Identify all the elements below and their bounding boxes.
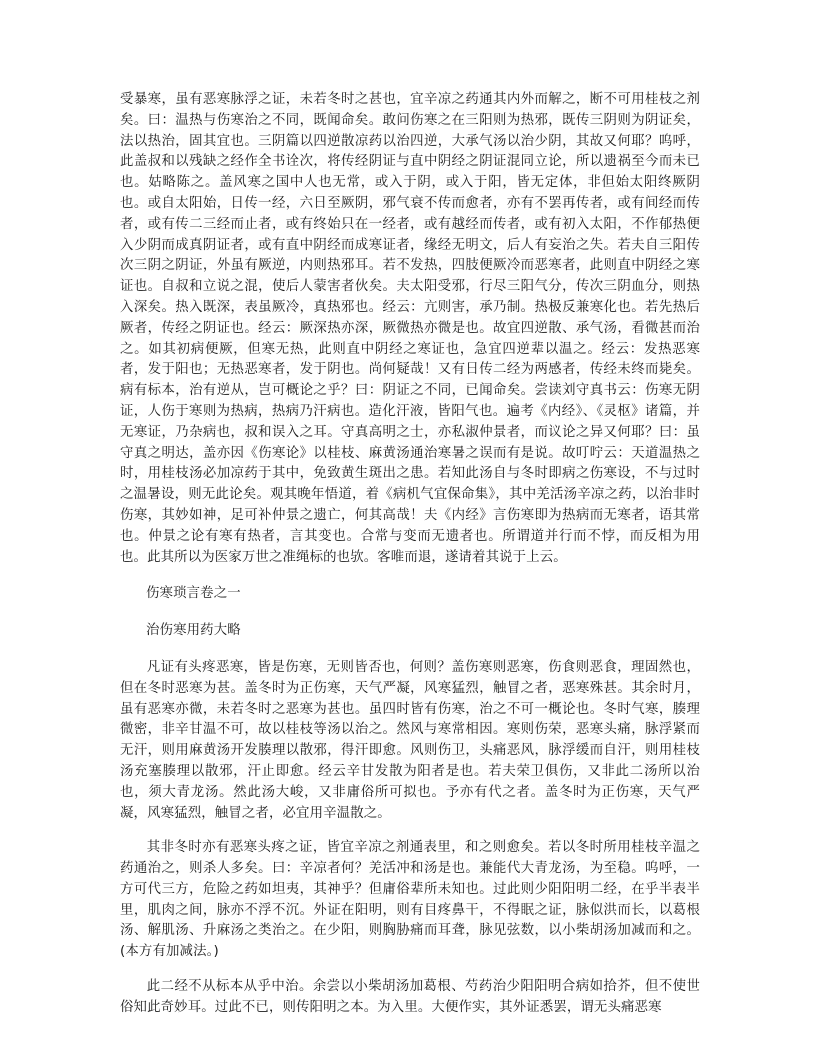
volume-heading: 伤寒琐言卷之一 — [146, 586, 241, 602]
spacer — [120, 605, 700, 621]
spacer — [120, 963, 700, 977]
spacer — [120, 568, 700, 584]
body-paragraph: 其非冬时亦有恶寒头疼之证，皆宜辛凉之剂通表里，和之则愈矣。若以冬时所用桂枝辛温之药通治之，则杀人多矣。曰：辛凉者何？羌活冲和汤是也。兼能代大青龙汤，为至稳。呜呼，一方可代三方，危险之药如坦夷，其神乎？但庸俗辈所未知也。过此则少阳阳明二经，在乎半表半里，肌肉之间，脉亦不浮不沉。外证在阳明，则有目疼鼻干，不得眠之证，脉似洪而长，以葛根汤、解肌汤、升麻汤之类治之。在少阳，则胸胁痛而耳聋，脉见弦数，以小柴胡汤加减而和之。(本方有加减法。) — [120, 840, 700, 960]
section-heading: 治伤寒用药大略 — [146, 623, 241, 639]
body-paragraph: 此二经不从标本从乎中治。余尝以小柴胡汤加葛根、芍药治少阳阳明合病如拾芥，但不使世俗知此奇妙耳。过此不已，则传阳明之本。为入里。大便作实，其外证悉罢，谓无头痛恶寒 — [120, 979, 700, 1015]
body-paragraph: 凡证有头疼恶寒，皆是伤寒，无则皆否也，何则？盖伤寒则恶寒，伤食则恶食，理固然也，但在冬时恶寒为甚。盖冬时为正伤寒，天气严凝，风寒猛烈，触冒之者，恶寒殊甚。其余时月，虽有恶寒亦微，未若冬时之恶寒为甚也。虽四时皆有伤寒，治之不可一概论也。冬时气寒，腠理微密，非辛甘温不可，故以桂枝等汤以治之。然风与寒常相因。寒则伤荣，恶寒头痛，脉浮紧而无汗，则用麻黄汤开发腠理以散邪，得汗即愈。风则伤卫，头痛恶风，脉浮缓而自汗，则用桂枝汤充塞腠理以散邪，汗止即愈。经云辛甘发散为阳者是也。若夫荣卫俱伤，又非此二汤所以治也，须大青龙汤。然此汤大峻，又非庸俗所可拟也。予亦有代之者。盖冬时为正伤寒，天气严凝，风寒猛烈，触冒之者，必宜用辛温散之。 — [120, 659, 700, 821]
spacer — [120, 642, 700, 658]
spacer — [120, 824, 700, 838]
body-paragraph: 受暴寒，虽有恶寒脉浮之证，未若冬时之甚也，宜辛凉之药通其内外而解之，断不可用桂枝之剂矣。曰：温热与伤寒治之不同，既闻命矣。敢问伤寒之在三阳则为热邪，既传三阴则为阴证矣，法以热治，固其宜也。三阴篇以四逆散凉药以治四逆，大承气汤以治少阴，其故又何耶？呜呼，此盖叔和以残缺之经作全书诠次，将传经阴证与直中阴经之阴证混同立论，所以遗祸至今而未已也。姑略陈之。盖风寒之国中人也无常，或入于阴，或入于阳，皆无定体，非但始太阳终厥阴也。或自太阳始，日传一经，六日至厥阴，邪气衰不传而愈者，亦有不罢再传者，或有间经而传者，或有传二三经而止者，或有终始只在一经者，或有越经而传者，或有初入太阳，不作郁热便入少阴而成真阴证者，或有直中阴经而成寒证者，缘经无明文，后人有妄治之失。若夫自三阳传次三阴之阴证，外虽有厥逆，内则热邪耳。若不发热，四肢便厥冷而恶寒者，此则直中阴经之寒证也。自叔和立说之混，使后人蒙害者伙矣。夫太阳受邪，行尽三阳气分，传次三阴血分，则热入深矣。热入既深，表虽厥冷，真热邪也。经云：亢则害，承乃制。热极反兼寒化也。若先热后厥者，传经之阴证也。经云：厥深热亦深，厥微热亦微是也。故宜四逆散、承气汤，看微甚而治之。如其初病便厥，但寒无热，此则直中阴经之寒证也，急宜四逆辈以温之。经云：发热恶寒者，发于阳也；无热恶寒者，发于阴也。尚何疑哉！又有日传二经为两感者，传经未终而毙矣。病有标本，治有逆从，岂可概论之乎？曰：阴证之不同，已闻命矣。尝读刘守真书云：伤寒无阴证，人伤于寒则为热病，热病乃汗病也。造化汗液，皆阳气也。遍考《内经》、《灵枢》诸篇，并无寒证，乃杂病也，叔和误入之耳。守真高明之士，亦私淑仲景者，而议论之异又何耶？曰：虽守真之明达，盖亦因《伤寒论》以桂枝、麻黄汤通治寒暑之误而有是说。故叮咛云：天道温热之时，用桂枝汤必加凉药于其中，免致黄生斑出之患。若知此汤自与冬时即病之伤寒设，不与过时之温暑设，则无此论矣。观其晚年悟道，着《病机气宜保命集》，其中羌活汤辛凉之药，以治非时伤寒，其妙如神，足可补仲景之遗亡，何其高哉！夫《内经》言伤寒即为热病而无寒者，语其常也。仲景之论有寒有热者，言其变也。合常与变而无遗者也。所谓道并行而不悖，而反相为用也。此其所以为医家万世之准绳标的也欤。客唯而退，遂请着其说于上云。 — [120, 92, 700, 565]
document-page — [120, 90, 700, 1019]
